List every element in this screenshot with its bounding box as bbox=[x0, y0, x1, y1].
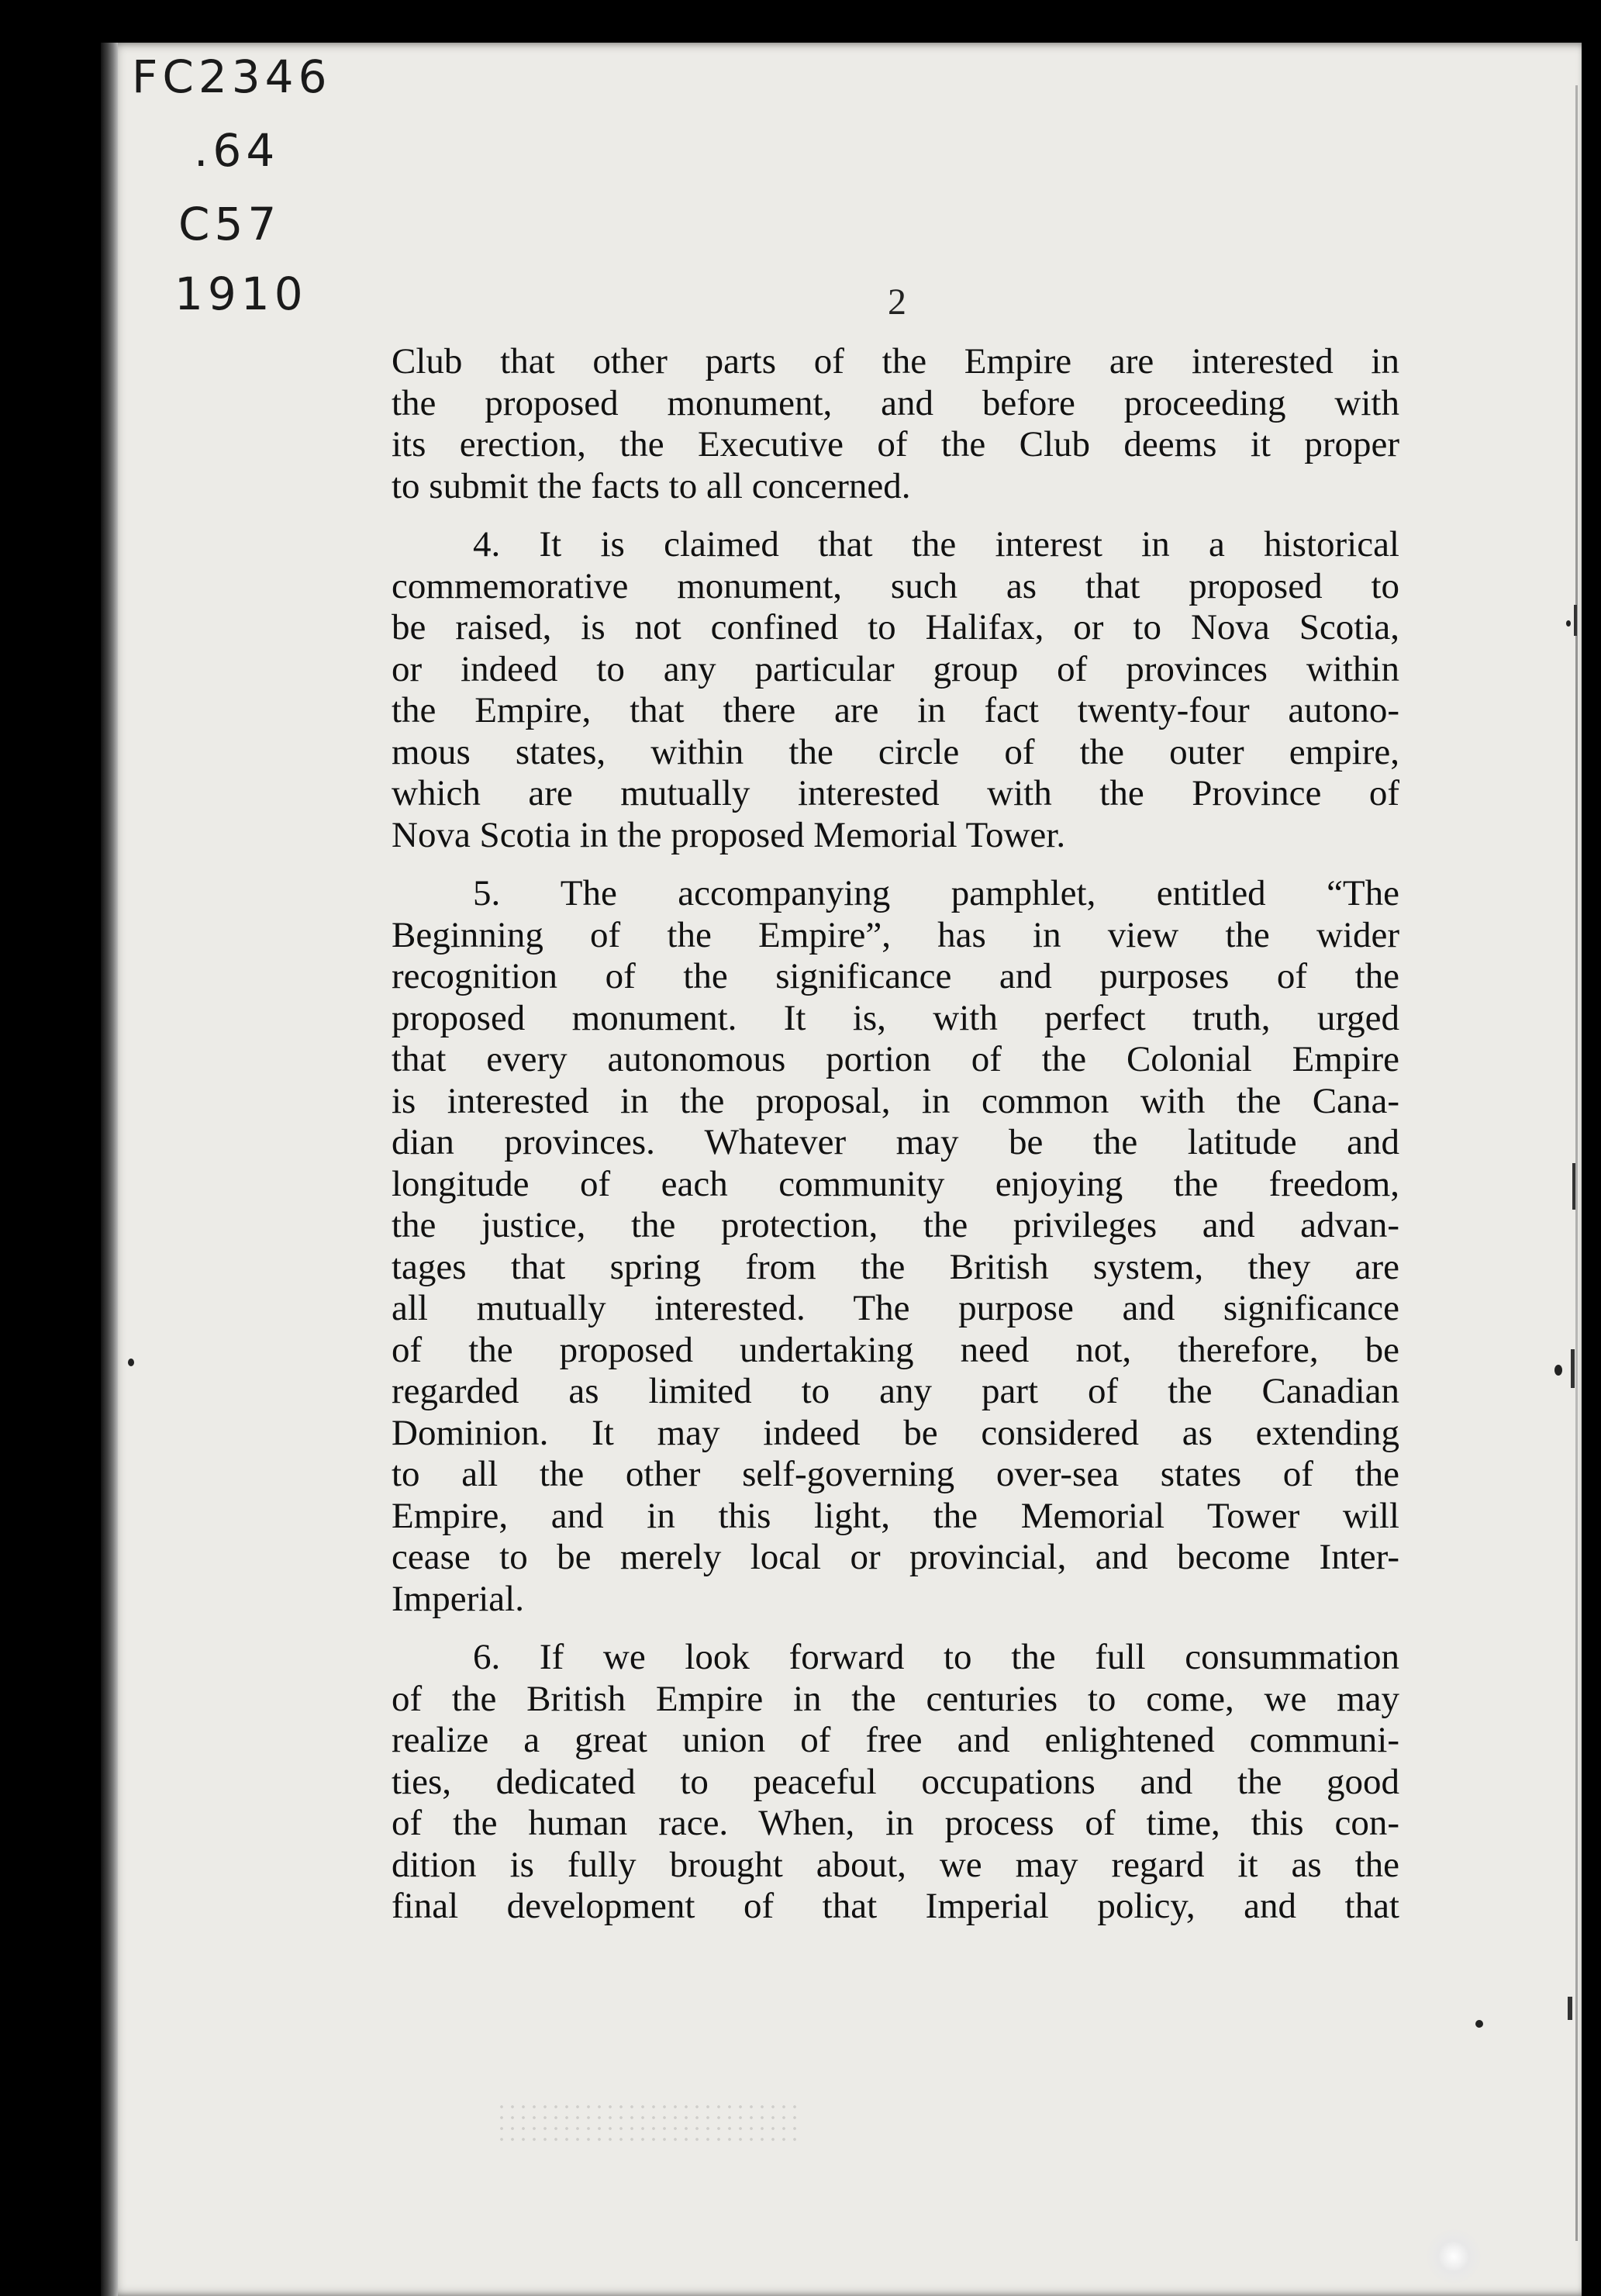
call-number-line-1: FC2346 bbox=[132, 50, 332, 103]
paragraph-3-continuation bbox=[392, 341, 1399, 507]
text-line: or indeed to any particular group of provinces within bbox=[392, 648, 1399, 689]
text-line: Imperial. bbox=[392, 1578, 524, 1619]
text-line: its erection, the Executive of the Club deems it proper bbox=[392, 424, 1399, 464]
text-line: dition is fully brought about, we may regard it as the bbox=[392, 1844, 1399, 1885]
text-line: is interested in the proposal, in common with the Cana- bbox=[392, 1080, 1399, 1121]
text-line: final development of that Imperial policy, and that bbox=[392, 1886, 1399, 1926]
text-line: that every autonomous portion of the Colonial Empire bbox=[392, 1039, 1399, 1079]
text-line: all mutually interested. The purpose and significance bbox=[392, 1288, 1399, 1328]
text-line: Club that other parts of the Empire are interested in bbox=[392, 341, 1399, 382]
bleed-through-dots bbox=[496, 2101, 799, 2148]
text-line: dian provinces. Whatever may be the latitude and bbox=[392, 1122, 1399, 1162]
text-line: recognition of the significance and purposes of the bbox=[392, 956, 1399, 996]
scan-speck bbox=[1554, 1365, 1562, 1376]
call-number-line-4: 1910 bbox=[174, 268, 308, 320]
text-line: of the proposed undertaking need not, therefore, be bbox=[392, 1329, 1399, 1370]
text-line: tages that spring from the British system, they are bbox=[392, 1246, 1399, 1287]
text-line: the justice, the protection, the privileges and advan- bbox=[392, 1205, 1399, 1245]
text-line: 4. It is claimed that the interest in a historical bbox=[473, 524, 1399, 565]
scan-speck bbox=[1475, 2020, 1483, 2028]
paragraph-6 bbox=[392, 1637, 1399, 1928]
text-line: ties, dedicated to peaceful occupations and the good bbox=[392, 1761, 1399, 1802]
text-line: realize a great union of free and enlightened communi- bbox=[392, 1720, 1399, 1760]
paragraph-4 bbox=[392, 524, 1399, 856]
call-number-line-2: .64 bbox=[194, 124, 280, 177]
page-number: 2 bbox=[888, 281, 906, 323]
page-spine-shadow bbox=[101, 43, 118, 2296]
scan-glare bbox=[1427, 2229, 1481, 2284]
text-line: mous states, within the circle of the outer empire, bbox=[392, 731, 1399, 772]
scan-mark bbox=[1571, 1349, 1575, 1388]
text-line: the proposed monument, and before proceeding with bbox=[392, 382, 1399, 423]
body-text bbox=[392, 341, 1399, 1945]
text-line: 5. The accompanying pamphlet, entitled “The bbox=[473, 873, 1399, 913]
text-line: proposed monument. It is, with perfect truth, urged bbox=[392, 997, 1399, 1038]
text-line: be raised, is not confined to Halifax, or to Nova Scotia, bbox=[392, 607, 1399, 647]
text-line: of the human race. When, in process of time, this con- bbox=[392, 1803, 1399, 1843]
scan-mark bbox=[1572, 1163, 1575, 1210]
text-line: Empire, and in this light, the Memorial Tower will bbox=[392, 1495, 1399, 1536]
right-edge-line bbox=[1575, 85, 1578, 2241]
scan-mark bbox=[1574, 605, 1577, 636]
text-line: 6. If we look forward to the full consummation bbox=[473, 1637, 1399, 1677]
text-line: Beginning of the Empire”, has in view the wider bbox=[392, 914, 1399, 955]
text-line: to submit the facts to all concerned. bbox=[392, 465, 911, 506]
paragraph-5 bbox=[392, 873, 1399, 1620]
text-line: commemorative monument, such as that proposed to bbox=[392, 565, 1399, 606]
scan-speck bbox=[1566, 620, 1571, 627]
text-line: longitude of each community enjoying the freedom, bbox=[392, 1163, 1399, 1204]
call-number-line-3: C57 bbox=[178, 198, 281, 250]
text-line: which are mutually interested with the Province of bbox=[392, 773, 1399, 813]
text-line: cease to be merely local or provincial, and become Inter- bbox=[392, 1537, 1399, 1577]
text-line: Dominion. It may indeed be considered as extending bbox=[392, 1412, 1399, 1453]
text-line: regarded as limited to any part of the Canadian bbox=[392, 1371, 1399, 1411]
scan-mark bbox=[1568, 1997, 1572, 2020]
text-line: of the British Empire in the centuries to come, we may bbox=[392, 1678, 1399, 1719]
scan-speck bbox=[128, 1359, 134, 1366]
right-border bbox=[1582, 0, 1601, 2296]
text-line: to all the other self-governing over-sea states of the bbox=[392, 1454, 1399, 1494]
text-line: the Empire, that there are in fact twenty-four autono- bbox=[392, 690, 1399, 730]
text-line: Nova Scotia in the proposed Memorial Tower. bbox=[392, 814, 1066, 855]
